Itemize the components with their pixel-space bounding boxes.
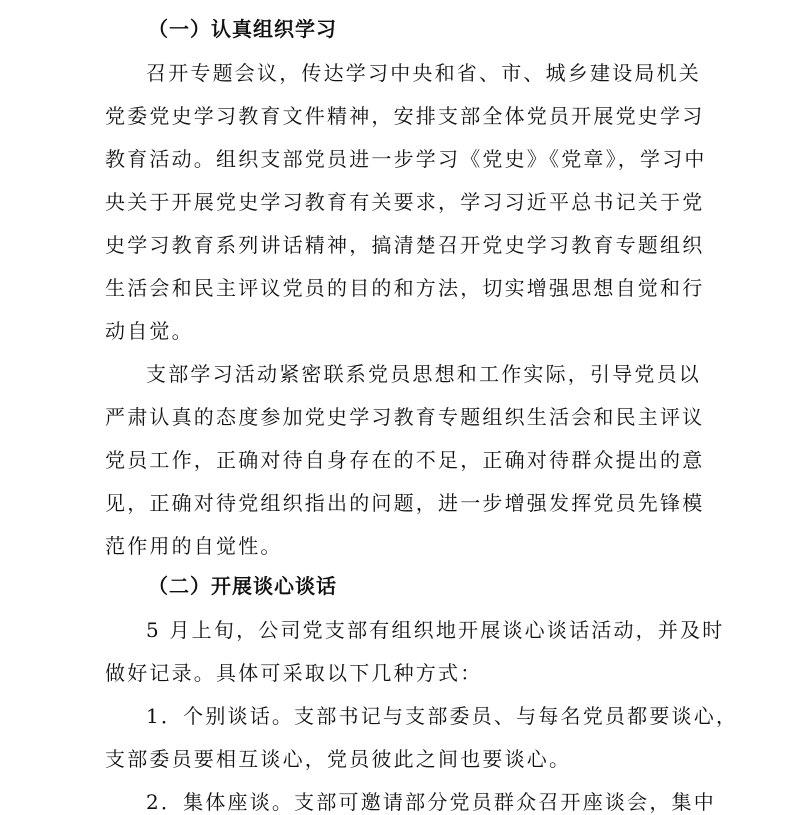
paragraph-line: 2．集体座谈。支部可邀请部分党员群众召开座谈会，集中 xyxy=(146,790,716,814)
paragraph-line: 央关于开展党史学习教育有关要求，学习习近平总书记关于党 xyxy=(105,190,705,214)
paragraph-line: 严肃认真的态度参加党史学习教育专题组织生活会和民主评议 xyxy=(105,405,705,429)
paragraph-line: 1．个别谈话。支部书记与支部委员、与每名党员都要谈心， xyxy=(146,704,739,728)
paragraph-line: 召开专题会议，传达学习中央和省、市、城乡建设局机关 xyxy=(146,61,701,85)
paragraph-line: 支部委员要相互谈心，党员彼此之间也要谈心。 xyxy=(105,747,572,771)
section-heading-talks: （二）开展谈心谈话 xyxy=(148,574,337,598)
paragraph-line: 党员工作，正确对待自身存在的不足，正确对待群众提出的意 xyxy=(105,448,705,472)
paragraph-line: 支部学习活动紧密联系党员思想和工作实际，引导党员以 xyxy=(146,362,701,386)
paragraph-line: 见，正确对待党组织指出的问题，进一步增强发挥党员先锋模 xyxy=(105,491,705,515)
paragraph-line: 生活会和民主评议党员的目的和方法，切实增强思想自觉和行 xyxy=(105,276,705,300)
paragraph-line: 动自觉。 xyxy=(105,319,194,343)
paragraph-line: 党委党史学习教育文件精神，安排支部全体党员开展党史学习 xyxy=(105,104,705,128)
paragraph-line: 做好记录。具体可采取以下几种方式： xyxy=(105,661,483,685)
paragraph-line: 范作用的自觉性。 xyxy=(105,534,283,558)
paragraph-line: 5 月上旬，公司党支部有组织地开展谈心谈话活动，并及时 xyxy=(146,618,725,642)
section-heading-study: （一）认真组织学习 xyxy=(148,17,337,41)
paragraph-line: 史学习教育系列讲话精神，搞清楚召开党史学习教育专题组织 xyxy=(105,233,705,257)
paragraph-line: 教育活动。组织支部党员进一步学习《党史》《党章》，学习中 xyxy=(105,147,707,171)
